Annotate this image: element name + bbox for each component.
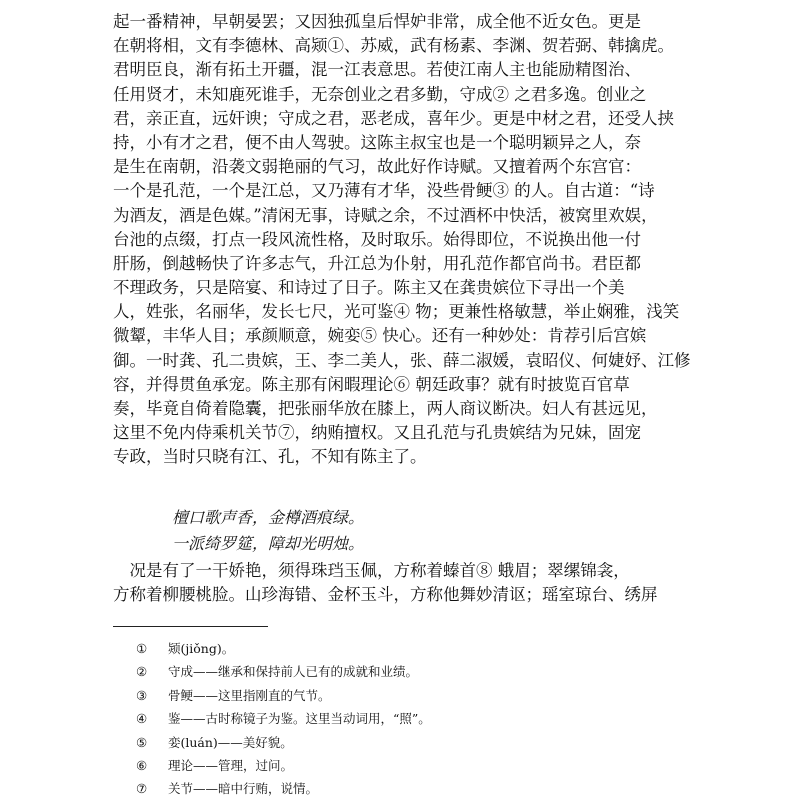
text-line: 君明臣良，渐有拓土开疆，混一江表意思。若使江南人主也能励精图治、 [113, 60, 641, 80]
footnote-number: ① [136, 641, 148, 656]
text-line: 奏，毕竟自倚着隐囊，把张丽华放在膝上，两人商议断决。妇人有甚远见， [113, 399, 658, 418]
text-line: 不理政务，只是陪宴、和诗过了日子。陈主又在龚贵嫔位下寻出一个美 [113, 278, 625, 298]
footnote-number: ④ [136, 711, 148, 727]
footnote-text: 理论——管理，过问。 [168, 757, 294, 773]
footnote-item [136, 754, 636, 777]
text-line: 肝肠，倒越畅快了许多志气，升江总为仆射，用孔范作都官尚书。君臣都 [113, 253, 641, 273]
poem-line: 一派绮罗筵，障却光明烛。 [172, 534, 365, 553]
footnote-text: 颎(jiǒng)。 [168, 641, 235, 656]
footnote-divider [113, 626, 268, 627]
text-line: 君，亲正直，远奸谀；守成之君，恶老成，喜年少。更是中材之君，还受人挟 [113, 108, 674, 128]
footnote-text: 守成——继承和保持前人已有的成就和业绩。 [168, 664, 419, 680]
text-line: 人，姓张，名丽华，发长七尺，光可鉴④ 物；更兼性格敏慧，举止娴雅，浅笑 [113, 302, 680, 322]
footnote-number: ⑤ [136, 734, 148, 750]
poem-line: 檀口歌声香，金樽酒痕绿。 [172, 508, 365, 527]
text-line: 容，并得贯鱼承宠。陈主那有闲暇理论⑥ 朝廷政事？就有时披览百官草 [113, 374, 630, 394]
text-line: 一个是孔范，一个是江总，又乃薄有才华，没些骨鲠③ 的人。自古道：“诗 [113, 181, 655, 201]
text-line: 是生在南朝，沿袭文弱艳丽的气习，故此好作诗赋。又擅着两个东宫官： [113, 157, 641, 177]
footnotes [136, 637, 636, 801]
text-line: 这里不免内侍乘机关节⑦，纳贿擅权。又且孔范与孔贵嫔结为兄妹，固宠 [113, 423, 641, 443]
footnote-number: ③ [136, 687, 148, 703]
footnote-number: ⑥ [136, 757, 148, 773]
footnote-item [136, 707, 636, 730]
text-line: 况是有了一干娇艳，须得珠珰玉佩，方称着螓首⑧ 蛾眉；翠缧锦衾， [113, 561, 630, 580]
text-line: 微颦，丰华人目；承颜顺意，婉娈⑤ 快心。还有一种妙处：肯荐引后宫嫔 [113, 326, 647, 346]
text-line: 持，小有才之君，便不由人驾驶。这陈主叔宝也是一个聪明颖异之人，奈 [113, 132, 641, 152]
text-line: 起一番精神，早朝晏罢；又因独孤皇后悍妒非常，成全他不近女色。更是 [113, 12, 641, 31]
footnote-item [136, 660, 636, 683]
text-line: 任用贤才，未知鹿死谁手，无奈创业之君多勤，守成② 之君多逸。创业之 [113, 84, 647, 104]
footnote-item [136, 684, 636, 707]
footnote-item [136, 731, 636, 754]
footnote-number: ⑦ [136, 781, 148, 797]
footnote-item [136, 777, 636, 800]
text-line: 台池的点缀，打点一段风流性格，及时取乐。始得即位，不说换出他一付 [113, 229, 641, 249]
text-line: 为酒友，酒是色媒。”清闲无事，诗赋之余，不过酒杯中快活，被窝里欢娱， [113, 205, 658, 225]
text-line: 专政，当时只晓有江、孔，不知有陈主了。 [113, 447, 427, 467]
main-paragraph [113, 10, 691, 470]
footnote-text: 鉴——古时称镜子为鉴。这里当动词用，“照”。 [168, 711, 431, 727]
text-line: 在朝将相，文有李德林、高颎①、苏威，武有杨素、李渊、贺若弼、韩擒虎。 [113, 36, 674, 56]
footnote-item [136, 637, 636, 660]
footnote-text: 娈(luán)——美好貌。 [168, 734, 293, 750]
text-line: 御。一时龚、孔二贵嫔，王、李二美人，张、薛二淑媛，袁昭仪、何婕妤、江修 [113, 350, 691, 370]
footnote-text: 骨鲠——这里指刚直的气节。 [168, 687, 331, 703]
footnote-text: 关节——暗中行贿，说情。 [168, 781, 319, 797]
second-paragraph [113, 559, 658, 607]
text-line: 方称着柳腰桃脸。山珍海错、金杯玉斗，方称他舞妙清讴；瑶室琼台、绣屏 [113, 585, 658, 605]
poem-block [172, 505, 592, 557]
footnote-number: ② [136, 664, 148, 680]
